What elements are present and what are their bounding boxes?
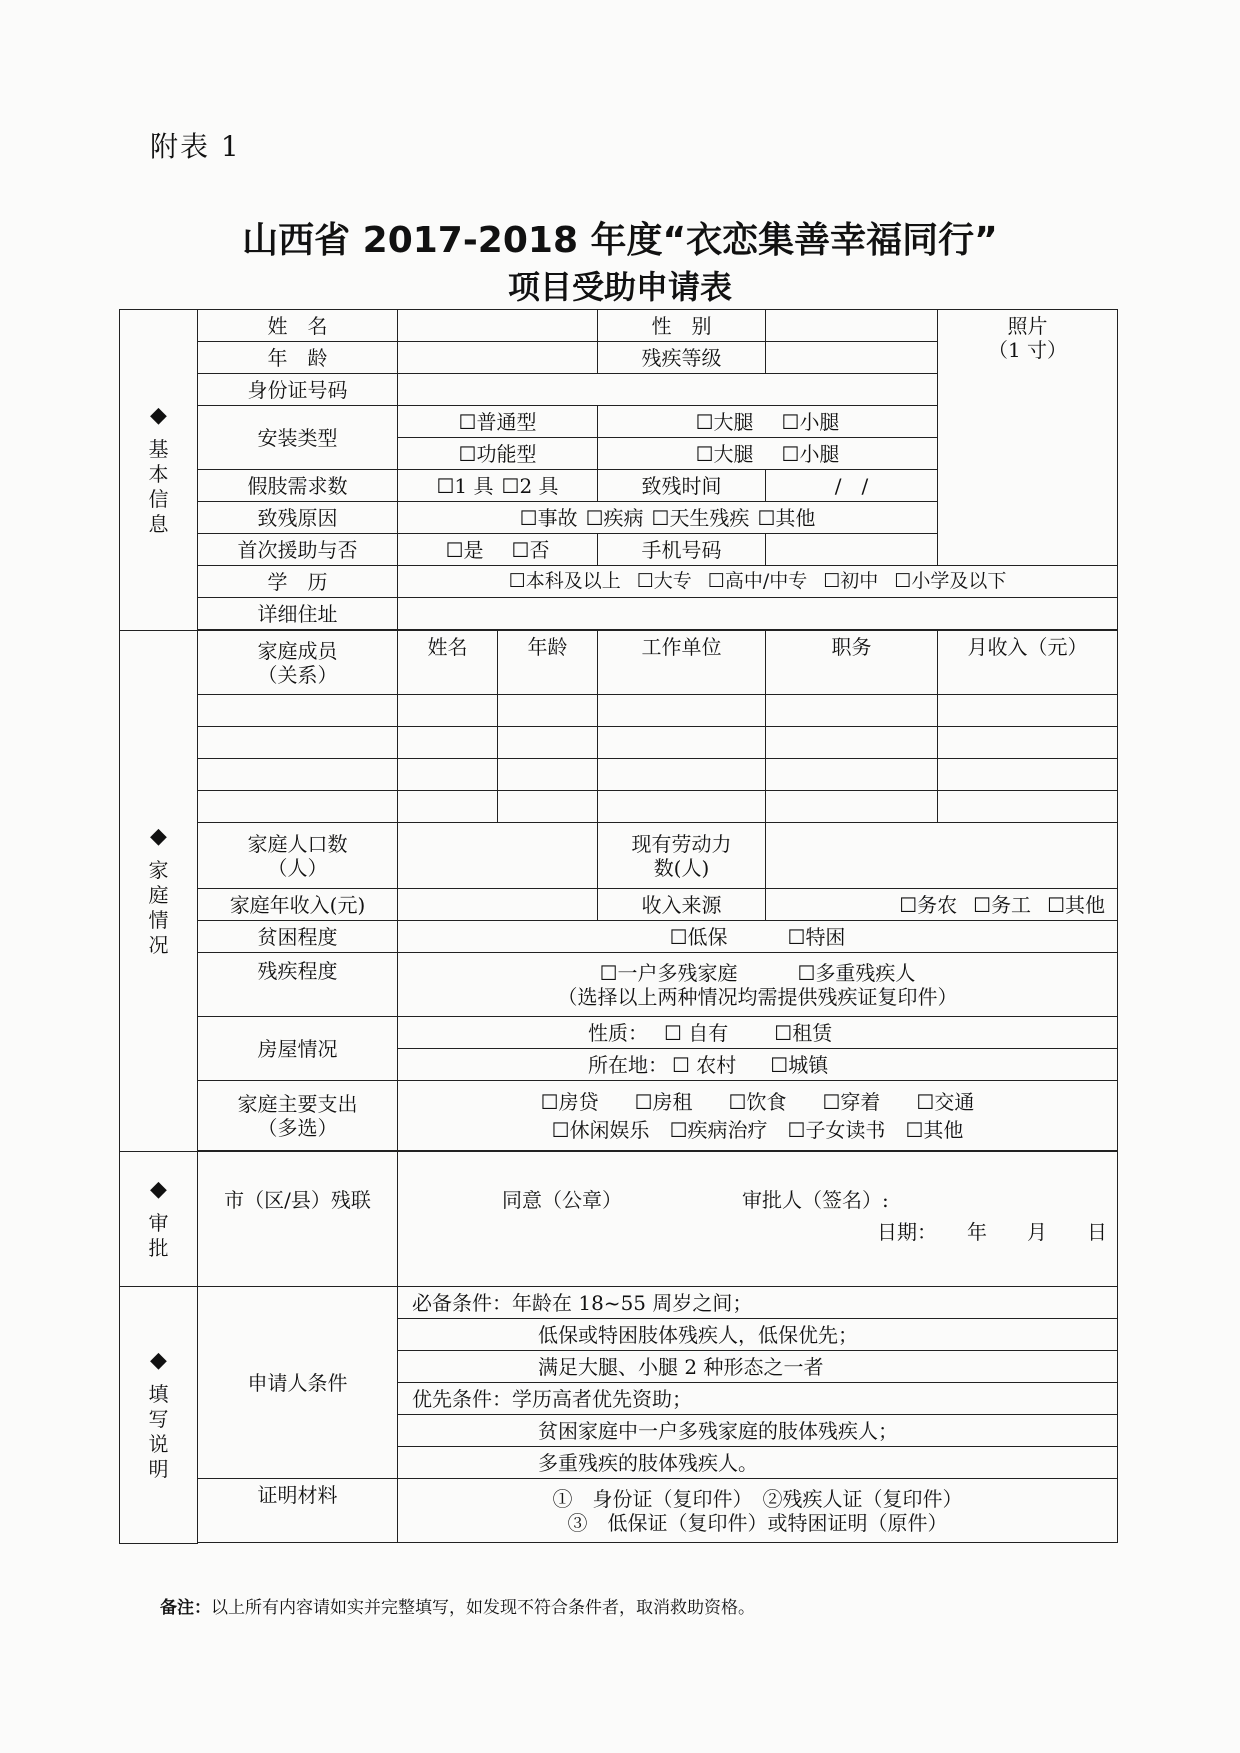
label-disability-cause: 致残原因 — [198, 502, 398, 534]
materials-list — [398, 1479, 1118, 1543]
checkbox-special[interactable]: ☐ 特困 — [788, 925, 846, 949]
option-group-first-aid — [398, 534, 598, 566]
member-row-cell[interactable] — [598, 759, 766, 791]
member-row-cell[interactable] — [938, 727, 1118, 759]
checkbox-primary[interactable]: ☐ 小学及以下 — [894, 570, 1006, 593]
checkbox-own[interactable]: ☐ 自有 — [664, 1021, 728, 1045]
section-label: 填写说明 — [148, 1381, 169, 1481]
form-subtitle: 项目受助申请表 — [507, 268, 732, 306]
checkbox-congenital[interactable]: ☐ 天生残疾 — [652, 506, 750, 530]
checkbox-other[interactable]: ☐ 其他 — [757, 506, 815, 530]
label-annual-income: 家庭年收入(元) — [198, 889, 398, 921]
checkbox-town[interactable]: ☐ 城镇 — [770, 1053, 828, 1077]
disability-note: （选择以上两种情况均需提供残疾证复印件） — [557, 984, 958, 1009]
checkbox-multi-disability[interactable]: ☐ 多重残疾人 — [798, 961, 916, 985]
application-table — [119, 309, 1118, 1544]
label-gender: 性 别 — [598, 310, 766, 342]
field-phone[interactable] — [766, 534, 938, 566]
section-family — [120, 631, 198, 1152]
section-label: 审批 — [148, 1211, 169, 1261]
label-id-number: 身份证号码 — [198, 374, 398, 406]
checkbox-calf[interactable]: ☐ 小腿 — [782, 442, 840, 466]
label-approval-org: 市（区/县）残联 — [198, 1152, 398, 1287]
condition-line-4: 优先条件：学历高者优先资助； — [398, 1383, 1118, 1415]
col-member-income: 月收入（元） — [938, 631, 1118, 695]
materials-line-1: ① 身份证（复印件） ②残疾人证（复印件） — [552, 1486, 963, 1511]
checkbox-transport[interactable]: ☐ 交通 — [916, 1090, 974, 1114]
col-member-age: 年龄 — [498, 631, 598, 695]
label-first-aid: 首次援助与否 — [198, 534, 398, 566]
checkbox-farming[interactable]: ☐ 务农 — [899, 893, 957, 917]
label-housing: 房屋情况 — [198, 1017, 398, 1081]
member-row-cell[interactable] — [198, 695, 398, 727]
diamond-icon: ◆ — [150, 823, 167, 849]
condition-line-1: 必备条件：年龄在 18~55 周岁之间； — [398, 1287, 1118, 1319]
label-prosthesis-count: 假肢需求数 — [198, 470, 398, 502]
checkbox-multi-family[interactable]: ☐ 一户多残家庭 — [600, 961, 738, 985]
checkbox-village[interactable]: ☐ 农村 — [672, 1053, 736, 1077]
field-id-number[interactable] — [398, 374, 938, 406]
checkbox-lowincome[interactable]: ☐ 低保 — [670, 925, 728, 949]
option-group-expense — [398, 1081, 1118, 1151]
option-ordinary[interactable]: ☐ 普通型 — [398, 406, 598, 438]
member-row-cell[interactable] — [398, 791, 498, 823]
label-income-source: 收入来源 — [598, 889, 766, 921]
approval-agree: 同意（公章） — [502, 1188, 622, 1212]
option-group-limb-2 — [598, 438, 938, 470]
section-instructions — [120, 1287, 198, 1544]
checkbox-education[interactable]: ☐ 子女读书 — [788, 1118, 886, 1142]
field-age[interactable] — [398, 342, 598, 374]
photo-size: （1 寸） — [987, 338, 1068, 362]
checkbox-accident[interactable]: ☐ 事故 — [520, 506, 578, 530]
diamond-icon: ◆ — [150, 1347, 167, 1373]
checkbox-thigh[interactable]: ☐ 大腿 — [696, 410, 754, 434]
option-group-income-source — [766, 889, 1118, 921]
photo-label: 照片 — [1007, 314, 1048, 338]
approval-signer: 审批人（签名）: — [742, 1188, 889, 1212]
field-name[interactable] — [398, 310, 598, 342]
checkbox-disease[interactable]: ☐ 疾病 — [586, 506, 644, 530]
member-row-cell[interactable] — [598, 791, 766, 823]
option-group-cause — [398, 502, 938, 534]
footnote-text: 以上所有内容请如实并完整填写，如发现不符合条件者，取消救助资格。 — [211, 1598, 755, 1618]
option-group-education — [398, 566, 1118, 598]
diamond-icon: ◆ — [150, 1176, 167, 1202]
form-title: 山西省 2017-2018 年度“衣恋集善幸福同行” — [242, 220, 998, 261]
member-row-cell[interactable] — [398, 727, 498, 759]
section-label: 家庭情况 — [148, 858, 169, 958]
checkbox-leisure[interactable]: ☐ 休闲娱乐 — [552, 1118, 650, 1142]
checkbox-rent[interactable]: ☐ 租赁 — [774, 1021, 832, 1045]
option-group-location: 所在地：☐ 农村☐ 城镇 — [398, 1049, 1118, 1081]
field-population[interactable] — [398, 823, 598, 889]
label-age: 年 龄 — [198, 342, 398, 374]
label-disability-degree: 残疾程度 — [198, 953, 398, 1017]
col-member-position: 职务 — [766, 631, 938, 695]
photo-box[interactable] — [938, 310, 1118, 566]
field-address[interactable] — [398, 598, 1118, 630]
option-group-limb-1 — [598, 406, 938, 438]
member-row-cell[interactable] — [398, 759, 498, 791]
label-disability-time: 致残时间 — [598, 470, 766, 502]
member-row-cell[interactable] — [498, 695, 598, 727]
option-group-count — [398, 470, 598, 502]
label-disability-level: 残疾等级 — [598, 342, 766, 374]
checkbox-1[interactable]: ☐ 1 具 — [436, 474, 493, 498]
label-conditions: 申请人条件 — [198, 1287, 398, 1479]
checkbox-bachelor[interactable]: ☐ 本科及以上 — [509, 570, 621, 593]
approval-date: 日期： 年 月 日 — [877, 1220, 1107, 1244]
condition-line-5: 贫困家庭中一户多残家庭的肢体残疾人； — [398, 1415, 1118, 1447]
checkbox-mortgage[interactable]: ☐ 房贷 — [541, 1090, 599, 1114]
checkbox-food[interactable]: ☐ 饮食 — [729, 1090, 787, 1114]
option-group-disability — [398, 953, 1118, 1017]
footnote — [160, 1593, 755, 1618]
member-row-cell[interactable] — [498, 759, 598, 791]
member-row-cell[interactable] — [938, 791, 1118, 823]
member-row-cell[interactable] — [598, 727, 766, 759]
checkbox-highschool[interactable]: ☐ 高中/中专 — [708, 570, 807, 593]
member-row-cell[interactable] — [198, 727, 398, 759]
approval-area[interactable] — [398, 1152, 1118, 1287]
field-labor[interactable] — [766, 823, 1118, 889]
condition-line-6: 多重残疾的肢体残疾人。 — [398, 1447, 1118, 1479]
member-row-cell[interactable] — [938, 695, 1118, 727]
option-group-nature: 性质：☐ 自有☐ 租赁 — [398, 1017, 1118, 1049]
field-gender[interactable] — [766, 310, 938, 342]
member-row-cell[interactable] — [198, 759, 398, 791]
checkbox-others[interactable]: ☐ 其他 — [905, 1118, 963, 1142]
member-row-cell[interactable] — [398, 695, 498, 727]
checkbox-no[interactable]: ☐ 否 — [512, 538, 550, 562]
footnote-label: 备注： — [160, 1598, 211, 1618]
label-family-members: 家庭成员 （关系） — [198, 631, 398, 695]
label-population: 家庭人口数 （人） — [198, 823, 398, 889]
option-functional[interactable]: ☐ 功能型 — [398, 438, 598, 470]
appendix-label: 附表 1 — [150, 130, 241, 163]
label-install-type: 安装类型 — [198, 406, 398, 470]
materials-line-2: ③ 低保证（复印件）或特困证明（原件） — [567, 1510, 948, 1535]
member-row-cell[interactable] — [938, 759, 1118, 791]
member-row-cell[interactable] — [498, 727, 598, 759]
member-row-cell[interactable] — [598, 695, 766, 727]
member-row-cell[interactable] — [498, 791, 598, 823]
field-disability-time[interactable]: / / — [766, 470, 938, 502]
label-name: 姓 名 — [198, 310, 398, 342]
checkbox-medical[interactable]: ☐ 疾病治疗 — [670, 1118, 768, 1142]
section-basic-info — [120, 310, 198, 631]
field-disability-level[interactable] — [766, 342, 938, 374]
section-label: 基本信息 — [148, 437, 169, 537]
option-group-poverty — [398, 921, 1118, 953]
member-row-cell[interactable] — [198, 791, 398, 823]
checkbox-other-source[interactable]: ☐ 其他 — [1047, 893, 1105, 917]
member-row-cell[interactable] — [766, 727, 938, 759]
checkbox-houserent[interactable]: ☐ 房租 — [635, 1090, 693, 1114]
col-member-work: 工作单位 — [598, 631, 766, 695]
member-row-cell[interactable] — [766, 695, 938, 727]
checkbox-working[interactable]: ☐ 务工 — [973, 893, 1031, 917]
condition-line-2: 低保或特困肢体残疾人，低保优先； — [398, 1319, 1118, 1351]
label-expense: 家庭主要支出 （多选） — [198, 1081, 398, 1151]
condition-line-3: 满足大腿、小腿 2 种形态之一者 — [398, 1351, 1118, 1383]
checkbox-college[interactable]: ☐ 大专 — [637, 570, 692, 593]
field-annual-income[interactable] — [398, 889, 598, 921]
checkbox-junior[interactable]: ☐ 初中 — [823, 570, 878, 593]
section-approval — [120, 1152, 198, 1287]
label-phone: 手机号码 — [598, 534, 766, 566]
checkbox-thigh[interactable]: ☐ 大腿 — [696, 442, 754, 466]
col-member-name: 姓名 — [398, 631, 498, 695]
label-address: 详细住址 — [198, 598, 398, 630]
label-labor: 现有劳动力 数(人) — [598, 823, 766, 889]
checkbox-2[interactable]: ☐ 2 具 — [502, 474, 559, 498]
checkbox-yes[interactable]: ☐ 是 — [446, 538, 484, 562]
label-poverty: 贫困程度 — [198, 921, 398, 953]
member-row-cell[interactable] — [766, 759, 938, 791]
member-row-cell[interactable] — [766, 791, 938, 823]
label-education: 学 历 — [198, 566, 398, 598]
diamond-icon: ◆ — [150, 402, 167, 428]
checkbox-calf[interactable]: ☐ 小腿 — [782, 410, 840, 434]
checkbox-clothing[interactable]: ☐ 穿着 — [822, 1090, 880, 1114]
label-materials: 证明材料 — [198, 1479, 398, 1543]
